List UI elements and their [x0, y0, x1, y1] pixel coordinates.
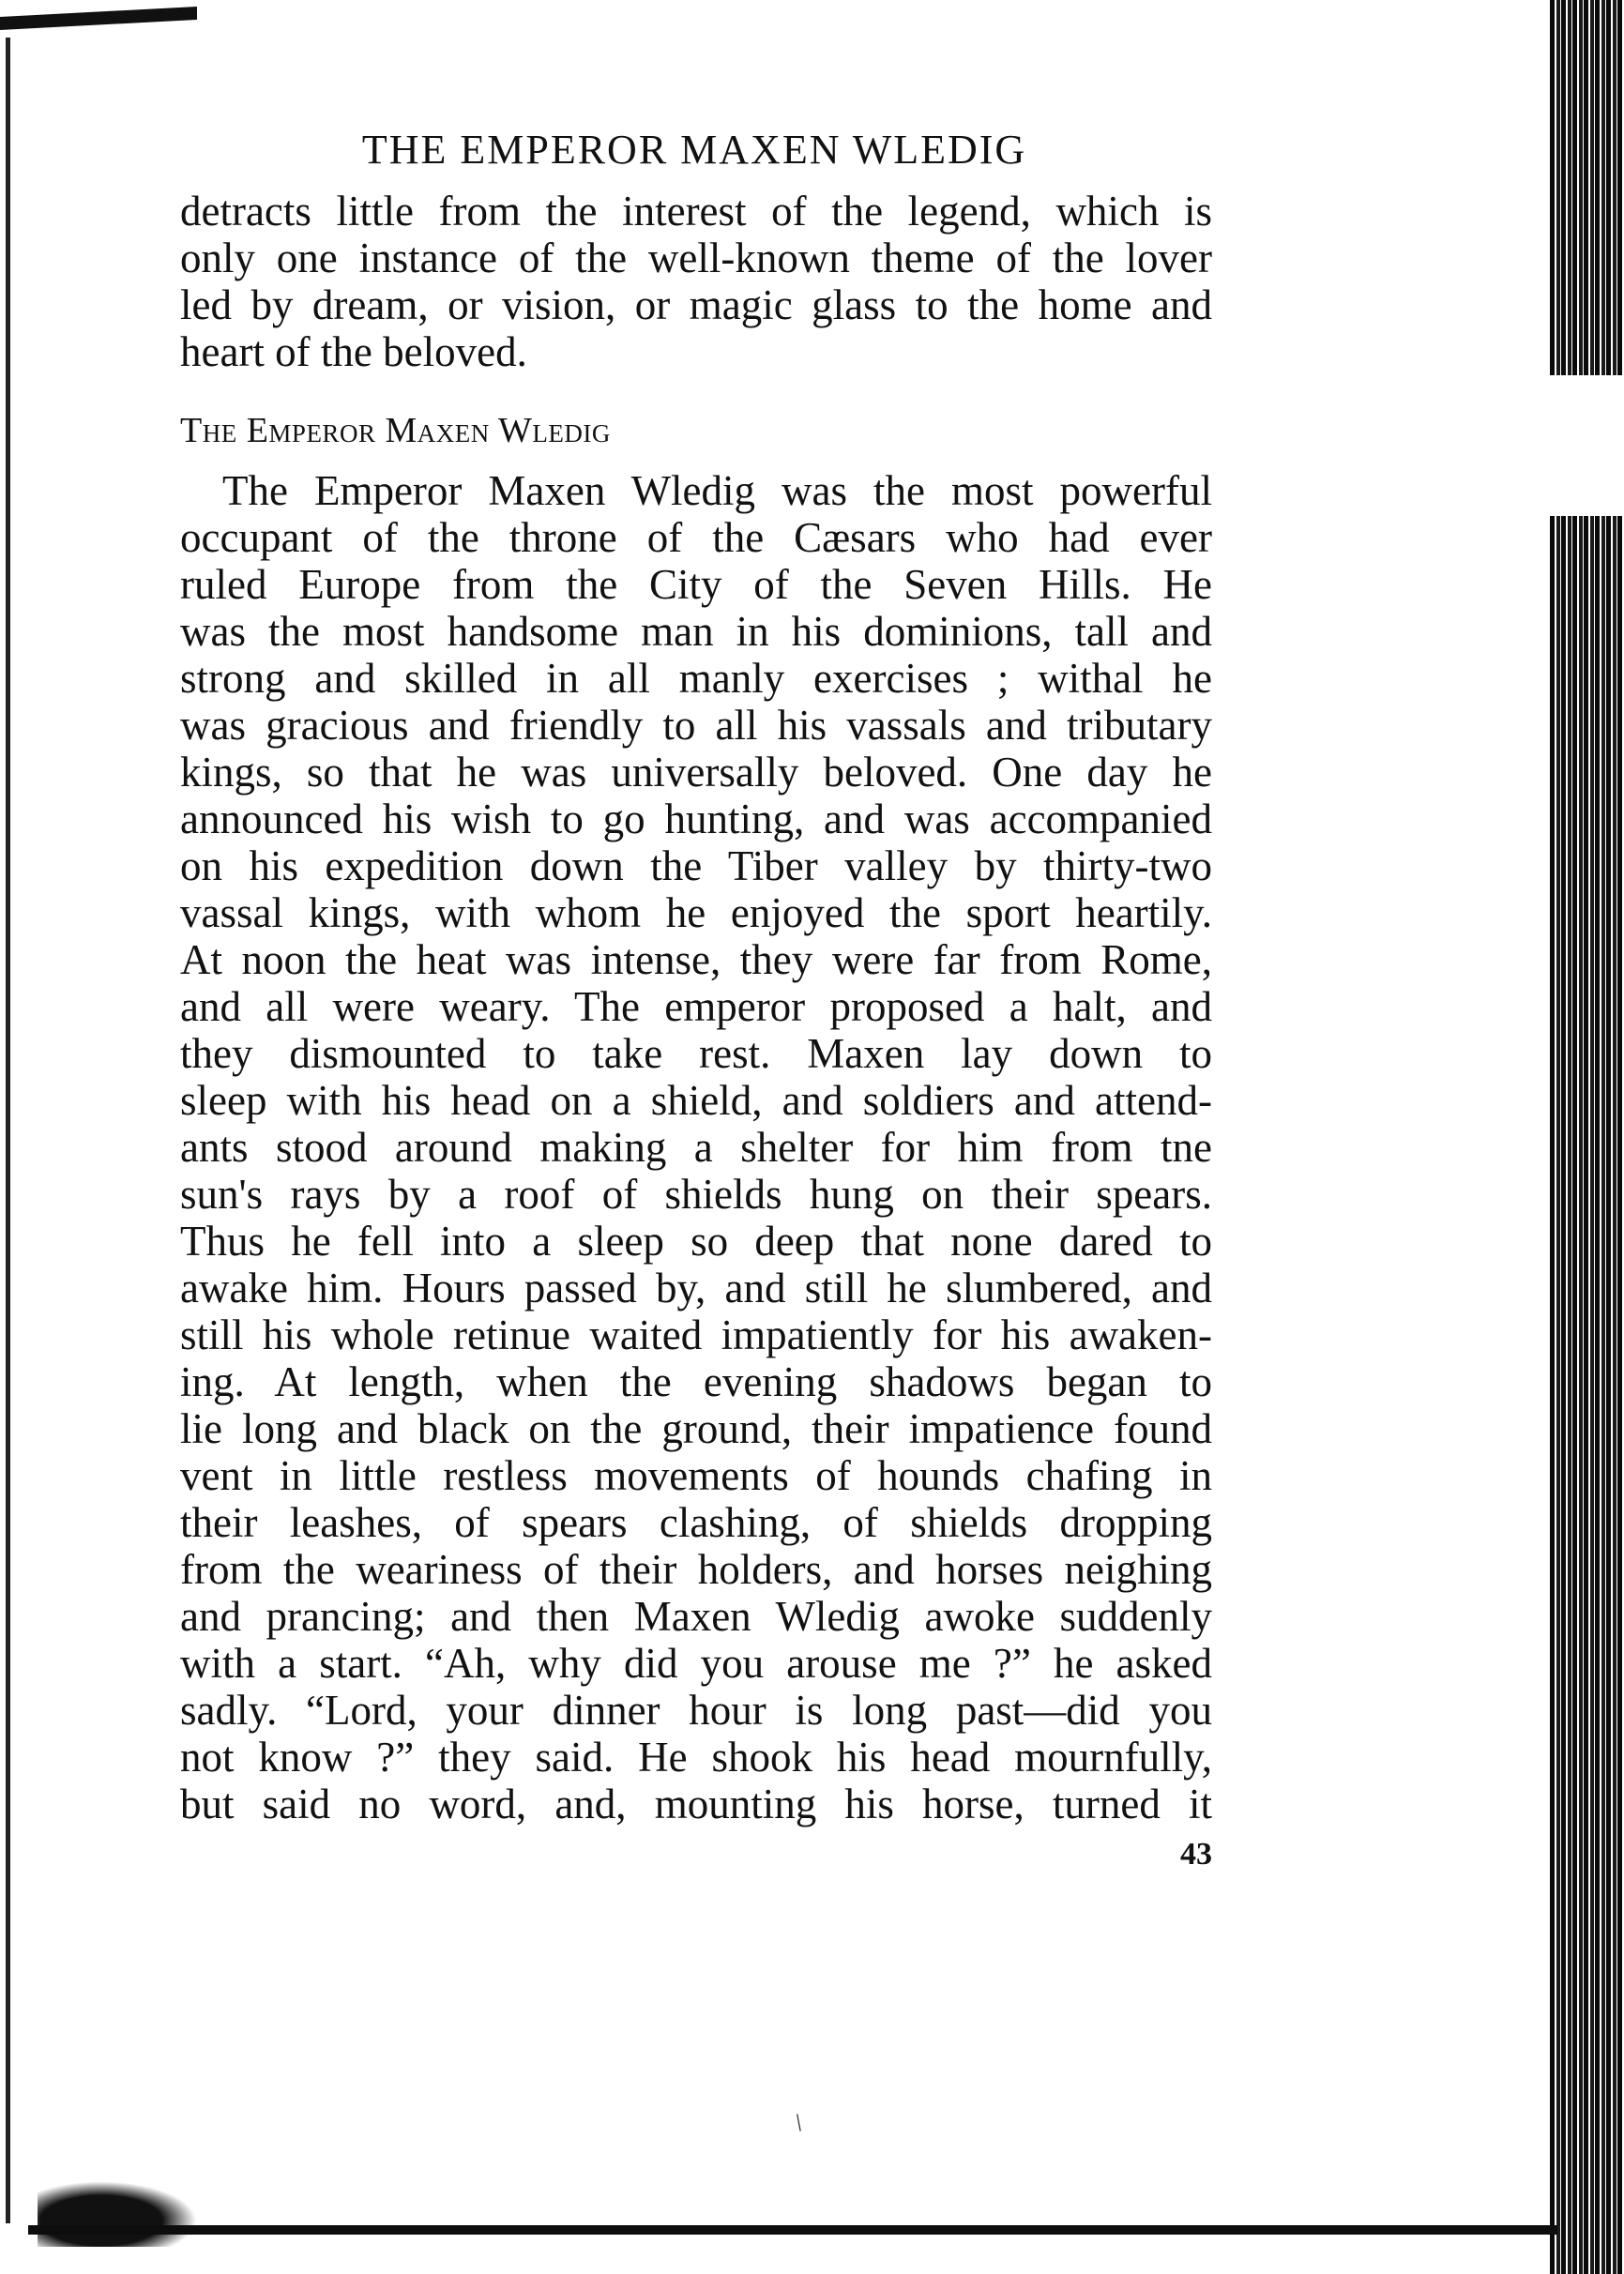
- text-line: At noon the heat was intense, they were far from Rome,: [180, 936, 1212, 983]
- text-line: their leashes, of spears clashing, of shields dropping: [180, 1499, 1212, 1546]
- stray-ink-mark: /: [788, 2109, 809, 2136]
- scan-left-edge: [6, 38, 10, 2223]
- text-line: was gracious and friendly to all his vassals and tributary: [180, 702, 1212, 749]
- text-line: from the weariness of their holders, and horses neighing: [180, 1546, 1212, 1593]
- text-line: and prancing; and then Maxen Wledig awoke suddenly: [180, 1593, 1212, 1640]
- scan-bottom-edge: [28, 2225, 1557, 2235]
- text-line: they dismounted to take rest. Maxen lay down to: [180, 1030, 1212, 1077]
- text-line: kings, so that he was universally beloved. One day he: [180, 749, 1212, 796]
- text-line: sleep with his head on a shield, and soldiers and attend-: [180, 1077, 1212, 1124]
- text-line: not know ?” they said. He shook his head mournfully,: [180, 1734, 1212, 1781]
- text-line: vent in little restless movements of hounds chafing in: [180, 1452, 1212, 1499]
- text-line: led by dream, or vision, or magic glass to the home and: [180, 281, 1212, 328]
- text-line: occupant of the throne of the Cæsars who had ever: [180, 514, 1212, 561]
- opening-paragraph: [180, 188, 1212, 375]
- text-line: vassal kings, with whom he enjoyed the sport heartily.: [180, 889, 1212, 936]
- text-line: heart of the beloved.: [180, 328, 527, 375]
- text-line: strong and skilled in all manly exercises ; withal he: [180, 655, 1212, 702]
- text-line: ing. At length, when the evening shadows began to: [180, 1358, 1212, 1405]
- text-line: but said no word, and, mounting his horse, turned it: [180, 1781, 1212, 1827]
- text-line: lie long and black on the ground, their impatience found: [180, 1405, 1212, 1452]
- text-line: ants stood around making a shelter for him from tne: [180, 1124, 1212, 1171]
- page-number: 43: [1180, 1837, 1212, 1872]
- section-heading: The Emperor Maxen Wledig: [180, 411, 611, 450]
- main-paragraph: [180, 467, 1212, 1827]
- text-line: awake him. Hours passed by, and still he slumbered, and: [180, 1265, 1212, 1311]
- text-line: announced his wish to go hunting, and was accompanied: [180, 796, 1212, 842]
- running-head: THE EMPEROR MAXEN WLEDIG: [361, 127, 1027, 173]
- text-line: was the most handsome man in his dominions, tall and: [180, 608, 1212, 655]
- text-line: and all were weary. The emperor proposed a halt, and: [180, 983, 1212, 1030]
- text-line: The Emperor Maxen Wledig was the most powerful: [222, 467, 1212, 514]
- text-line: Thus he fell into a sleep so deep that none dared to: [180, 1218, 1212, 1265]
- text-line: still his whole retinue waited impatiently for his awaken-: [180, 1311, 1212, 1358]
- text-line: ruled Europe from the City of the Seven Hills. He: [180, 561, 1212, 608]
- book-spine-shadow: [1550, 0, 1624, 2274]
- spine-gap: [1550, 375, 1624, 516]
- text-line: with a start. “Ah, why did you arouse me ?” he asked: [180, 1640, 1212, 1687]
- scan-corner-artifact: [0, 7, 197, 30]
- text-line: only one instance of the well-known theme of the lover: [180, 235, 1212, 281]
- text-line: sun's rays by a roof of shields hung on their spears.: [180, 1171, 1212, 1218]
- text-line: detracts little from the interest of the legend, which is: [180, 188, 1212, 235]
- text-line: sadly. “Lord, your dinner hour is long past—did you: [180, 1687, 1212, 1734]
- text-line: on his expedition down the Tiber valley by thirty-two: [180, 842, 1212, 889]
- scan-bottom-smudge: [38, 2181, 197, 2247]
